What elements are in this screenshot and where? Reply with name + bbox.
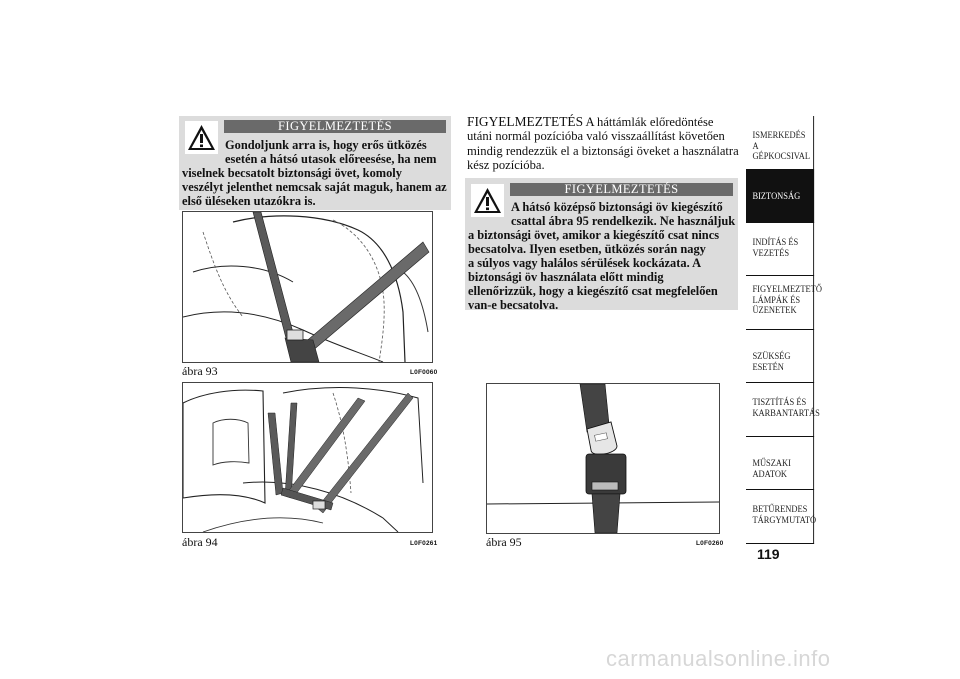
belt-buckle-illustration: [487, 384, 719, 533]
tab-label-line: GÉPKOCSIVAL: [752, 151, 811, 161]
tab-label-line: VEZETÉS: [752, 247, 790, 258]
warning-box-1-title: FIGYELMEZTETÉS: [224, 120, 446, 133]
warning-box-1-line: első üléseken utazókra is.: [182, 194, 316, 208]
figure-95: [486, 383, 720, 534]
warning-box-2-line: becsatolva. Ilyen esetben, ütközés során nagy: [468, 242, 706, 256]
figure-93-caption: ábra 93: [182, 364, 218, 378]
page-number: 119: [757, 546, 780, 562]
warning-box-2-line: a súlyos vagy halálos sérülések kockázata. A: [468, 256, 702, 270]
warning-box-1-line: veszélyt jelenthet nemcsak saját maguk, hanem az: [182, 180, 447, 194]
tab-label-line: BETŰRENDES: [752, 504, 808, 514]
tab-label-line: BIZTONSÁG: [752, 191, 801, 201]
tab-label-line: MŰSZAKI ADATOK: [752, 458, 791, 479]
figure-95-code: L0F0260: [696, 540, 724, 547]
warning-box-2-line: A hátsó középső biztonsági öv kiegészítő: [511, 200, 723, 214]
tab-label-line: TISZTÍTÁS ÉS: [752, 397, 807, 407]
intro-lead: FIGYELMEZTETÉS: [467, 114, 584, 129]
tab-label-line: ISMERKEDÉS A: [752, 130, 806, 151]
warning-box-2-line: van-e becsatolva.: [468, 298, 559, 312]
intro-line: [467, 115, 742, 129]
figure-94: [182, 382, 433, 533]
tab-label-line: FIGYELMEZTETŐ: [752, 284, 822, 294]
warning-box-2-line: ellenőrizzük, hogy a kiegészítő csat megfelelően: [468, 284, 718, 298]
tab-szukseg-eseten[interactable]: [746, 330, 814, 383]
warning-box-2-text: [468, 200, 737, 312]
tab-muszaki-adatok[interactable]: [746, 437, 814, 490]
intro-line-0: A háttámlák előredöntése: [583, 115, 714, 129]
warning-box-2-line: biztonsági öv használata előtt mindig: [468, 270, 664, 284]
watermark: carmanualsonline.info: [606, 646, 831, 671]
figure-94-code: L0F0261: [410, 540, 438, 547]
tab-ismerkedes[interactable]: [746, 116, 814, 170]
figure-93: [182, 211, 433, 363]
tab-label-line: LÁMPÁK ÉS: [752, 294, 801, 305]
tab-label-line: KARBANTARTÁS: [752, 407, 820, 418]
intro-line: kész pozícióba.: [467, 158, 545, 173]
figure-95-caption: ábra 95: [486, 535, 522, 549]
warning-box-1: [179, 116, 451, 210]
tab-inditas[interactable]: [746, 223, 814, 276]
tab-label-line: ÜZENETEK: [752, 305, 797, 315]
warning-box-2-title: FIGYELMEZTETÉS: [510, 183, 733, 196]
intro-paragraph: [467, 115, 742, 173]
warning-box-1-line: viselnek becsatolt biztonsági övet, komoly: [182, 166, 402, 180]
warning-box-2: [465, 178, 738, 310]
intro-line: mindig rendezzük el a biztonsági öveket a használatra: [467, 143, 739, 158]
warning-box-1-text: [182, 138, 450, 208]
tab-biztonsag[interactable]: [746, 170, 814, 223]
figure-94-caption: ábra 94: [182, 535, 218, 549]
warning-box-1-line: Gondoljunk arra is, hogy erős ütközés: [225, 138, 427, 152]
warning-box-2-line: csattal ábra 95 rendelkezik. Ne használjuk: [511, 214, 736, 228]
tab-figyelmezteto[interactable]: [746, 276, 822, 330]
rear-seat-three-belts-illustration: [183, 383, 432, 532]
tab-tisztitas[interactable]: [746, 383, 820, 437]
warning-box-2-line: a biztonsági övet, amikor a kiegészítő csat nincs: [468, 228, 720, 242]
figure-93-code: L0F0060: [410, 369, 438, 376]
tab-label-line: TÁRGYMUTATÓ: [752, 514, 817, 525]
tab-betu-rendes[interactable]: [746, 490, 817, 544]
intro-line: utáni normál pozícióba való visszaállítást követően: [467, 129, 725, 144]
tab-label-line: INDÍTÁS ÉS: [752, 237, 799, 247]
warning-box-1-line: esetén a hátsó utasok előreesése, ha nem: [225, 152, 437, 166]
rear-seat-belt-illustration: [183, 212, 432, 362]
tab-label-line: SZÜKSÉG ESETÉN: [752, 351, 791, 372]
